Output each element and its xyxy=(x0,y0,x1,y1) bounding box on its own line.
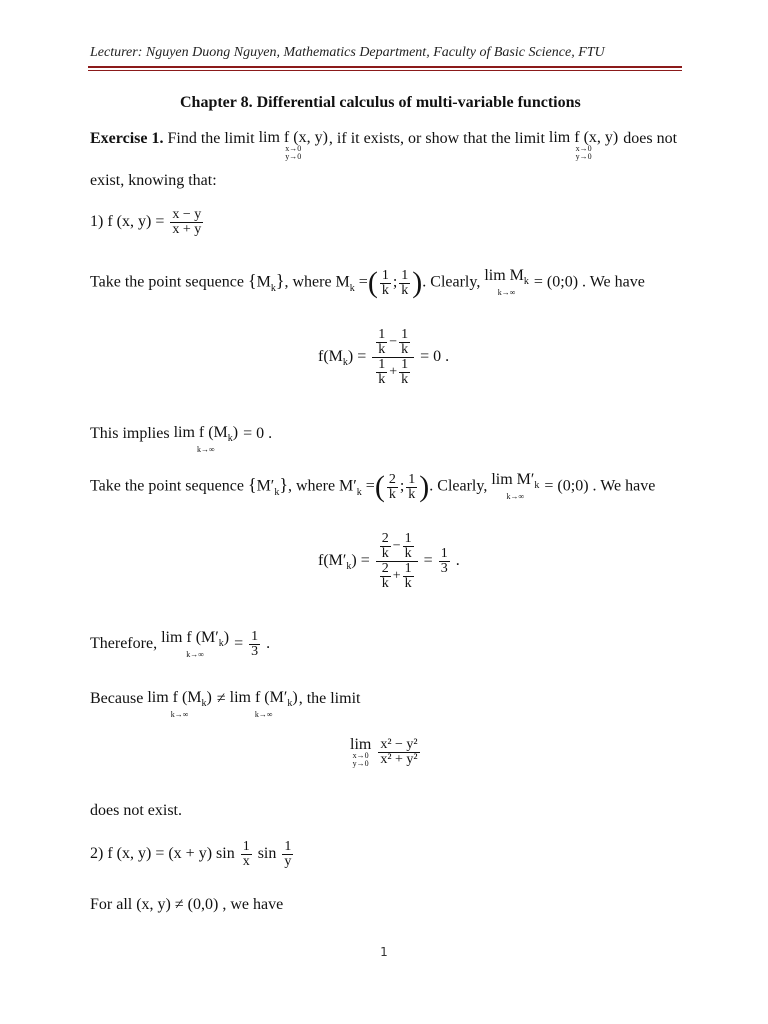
running-header: Lecturer: Nguyen Duong Nguyen, Mathematics Department, Faculty of Basic Science, FTU xyxy=(90,45,605,60)
sequence-2-line: Take the point sequence $\{M'_k\}$, where $M'_k$ =( $\frac{2}{k}$ ; $\frac{1}{k}$ ). Clearly, $\lim M'_k$ k→∞ = (0;0) . We have xyxy=(90,470,656,503)
because-line: Because lim f $(M_k)$ k→∞ ≠ lim f $(M'_k)$ k→∞ , the limit xyxy=(90,689,361,720)
equation-f-mk-prime: $f(M'_k)$ = $\frac{2}{k}$ − $\frac{1}{k}$ $\frac{2}{k}$ + $\frac{1}{k}$ = $\frac{1}{3}$ . xyxy=(318,531,460,591)
exercise-text-1: Find the limit xyxy=(167,130,255,147)
does-not-exist: does not exist. xyxy=(90,802,182,819)
chapter-title: Chapter 8. Differential calculus of multi-variable functions xyxy=(180,94,581,111)
sequence-1-line: Take the point sequence $\{M_k\}$, where $M_k$ =( $\frac{1}{k}$ ; $\frac{1}{k}$ ). Clearly, $\lim M_k$ k→∞ = (0;0) . We have xyxy=(90,266,645,299)
implies-line: This implies lim f $(M_k)$ k→∞ = 0 . xyxy=(90,424,273,455)
limit-expression: lim f (x, y) x→0 y→0 xyxy=(258,129,328,161)
forall-line: For all (x, y) ≠ (0,0) , we have xyxy=(90,896,284,913)
exercise-text-3: does not xyxy=(623,130,678,147)
exercise-label: Exercise 1. xyxy=(90,130,164,147)
header-rule-thin xyxy=(88,70,682,71)
part2-definition: 2) f (x, y) = (x + y) sin $\frac{1}{x}$ sin $\frac{1}{y}$ xyxy=(90,839,292,869)
header-rule-thick xyxy=(88,66,682,68)
exercise-statement xyxy=(90,130,677,161)
limit-expression-2: lim f (x, y) x→0 y→0 xyxy=(548,129,619,161)
exercise-text-4: exist, knowing that: xyxy=(90,172,217,189)
page-number: 1 xyxy=(380,945,388,959)
part1-definition: 1) f (x, y) = $\frac{x - y}{x + y}$ xyxy=(90,207,202,237)
big-limit: lim x→0 y→0 $\frac{\text{x² − y²}}{\text{x² + y²}}$ xyxy=(350,736,418,768)
equation-f-mk: $f(M_k)$ = $\frac{1}{k}$ − $\frac{1}{k}$ $\frac{1}{k}$ + $\frac{1}{k}$ = 0 . xyxy=(318,327,450,387)
therefore-line: Therefore, lim f $(M'_k)$ k→∞ = $\frac{1}{3}$ . xyxy=(90,629,271,660)
exercise-text-2: , if it exists, or show that the limit xyxy=(328,130,545,147)
